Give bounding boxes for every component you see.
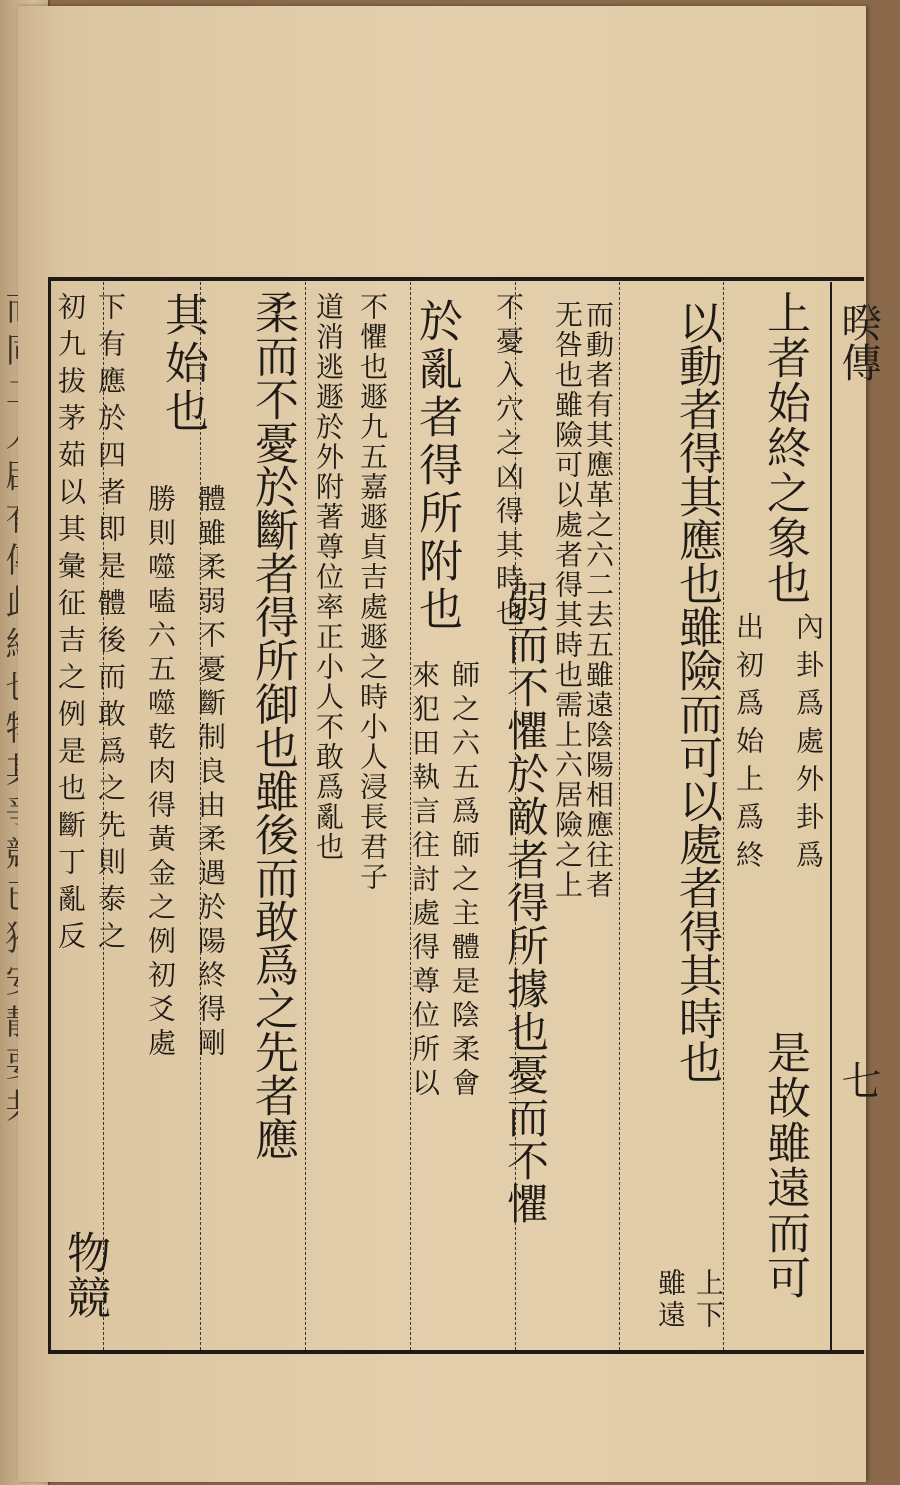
annotation-column: 師之六五爲師之主體是陰柔會: [448, 660, 481, 1102]
column-rule: [723, 282, 724, 1350]
annotation-column: 不懼也遯九五嘉遯貞吉處遯之時小人浸長君子: [356, 292, 389, 892]
annotation-column: 勝則噬嗑六五噬乾肉得黃金之例初爻處: [144, 484, 177, 1062]
annotation-column: 初九拔茅茹以其彙征吉之例是也斷丁亂反: [54, 292, 87, 958]
text-column: 以動者得其應也雖險而可以處者得其時也: [671, 300, 722, 1083]
annotation-column: 雖遠: [654, 1268, 687, 1332]
text-column: 是故雖遠而可: [759, 1030, 810, 1300]
annotation-column: 上下: [692, 1268, 725, 1332]
annotation-column: 出初爲始上爲終: [732, 612, 765, 878]
annotation-column: 來犯田執言往討處得尊位所以: [408, 660, 441, 1102]
annotation-column: 不憂入穴之凶得其時也: [492, 292, 525, 632]
column-rule: [619, 282, 620, 1350]
text-column: 於亂者得所附也: [411, 298, 462, 634]
fold-page-number: 七: [835, 1060, 881, 1100]
text-column: 其始也: [157, 292, 208, 436]
annotation-column: 下有應於四者即是體後而敢爲之先則泰之: [94, 292, 127, 958]
column-rule: [305, 282, 306, 1350]
annotation-column: 无咎也雖險可以處者得其時也需上六居險之上: [551, 300, 584, 900]
text-column: 柔而不憂於斷者得所御也雖後而敢爲之先者應: [247, 290, 298, 1160]
fold-title: 暌傳: [835, 302, 881, 382]
annotation-column: 體雖柔弱不憂斷制良由柔遇於陽終得剛: [194, 484, 227, 1062]
annotation-column: 道消逃遯於外附著尊位率正小人不敢爲亂也: [312, 292, 345, 862]
annotation-column: 內卦爲處外卦爲: [792, 612, 825, 878]
text-column: 上者始終之象也: [759, 290, 810, 605]
text-column: 弱而不懼於敵者得所據也憂而不懼: [501, 580, 550, 1225]
text-column: 物競: [59, 1230, 110, 1320]
annotation-column: 而動者有其應革之六二去五雖遠陰陽相應往者: [582, 300, 615, 900]
column-rule: [830, 282, 832, 1350]
